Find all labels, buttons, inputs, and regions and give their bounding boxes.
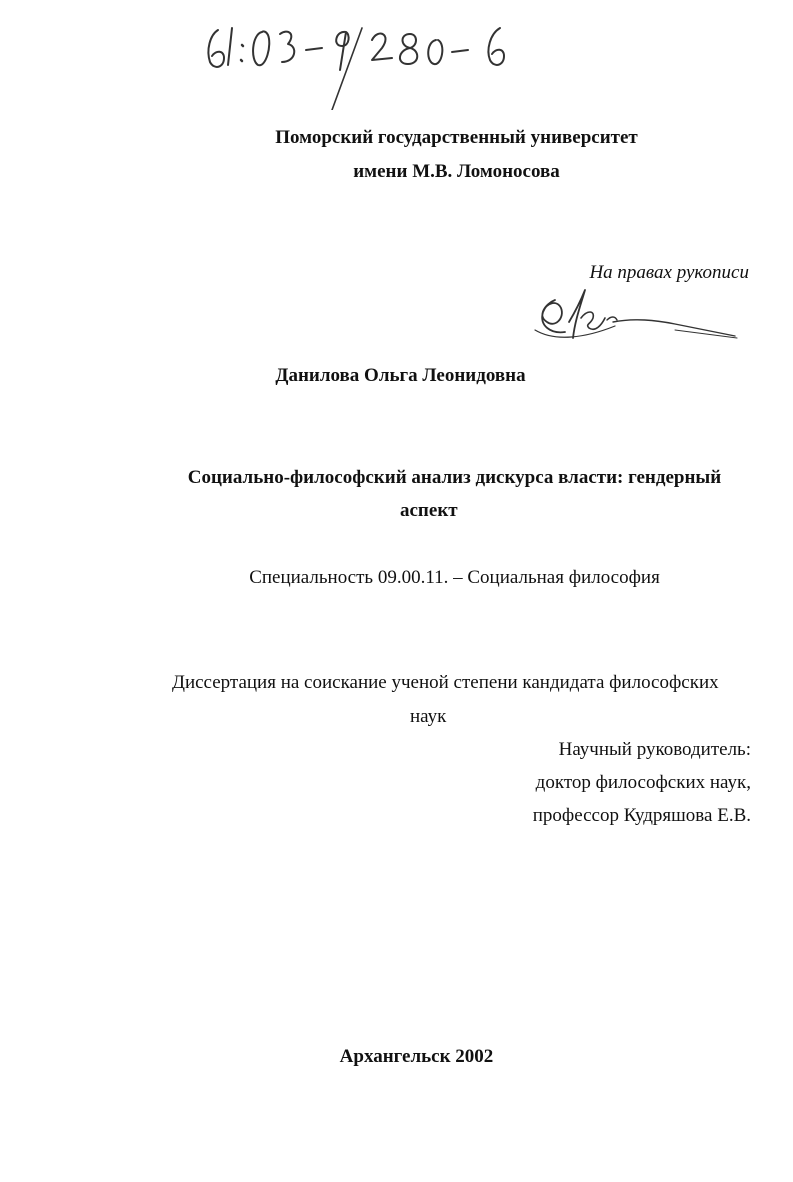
supervisor-label: Научный руководитель: [558, 739, 751, 760]
city-year: Архангельск 2002 [339, 1046, 494, 1067]
specialty: Специальность 09.00.11. – Социальная философия [249, 567, 660, 588]
supervisor-degree: доктор философских наук, [535, 772, 751, 793]
degree-statement-line2: наук [410, 706, 447, 727]
manuscript-note: На правах рукописи [589, 262, 749, 283]
university-name-line1: Поморский государственный университет [275, 127, 638, 148]
dissertation-title-line1: Социально-философский анализ дискурса власти: гендерный [187, 467, 722, 488]
degree-statement-line1: Диссертация на соискание ученой степени кандидата философских [172, 672, 719, 693]
university-name-line2: имени М.В. Ломоносова [353, 161, 560, 182]
supervisor-name: профессор Кудряшова Е.В. [532, 805, 751, 826]
handwritten-archive-code [200, 10, 520, 110]
dissertation-title-line2: аспект [400, 500, 458, 521]
author-name: Данилова Ольга Леонидовна [275, 365, 526, 386]
handwritten-signature-icon [525, 282, 745, 348]
